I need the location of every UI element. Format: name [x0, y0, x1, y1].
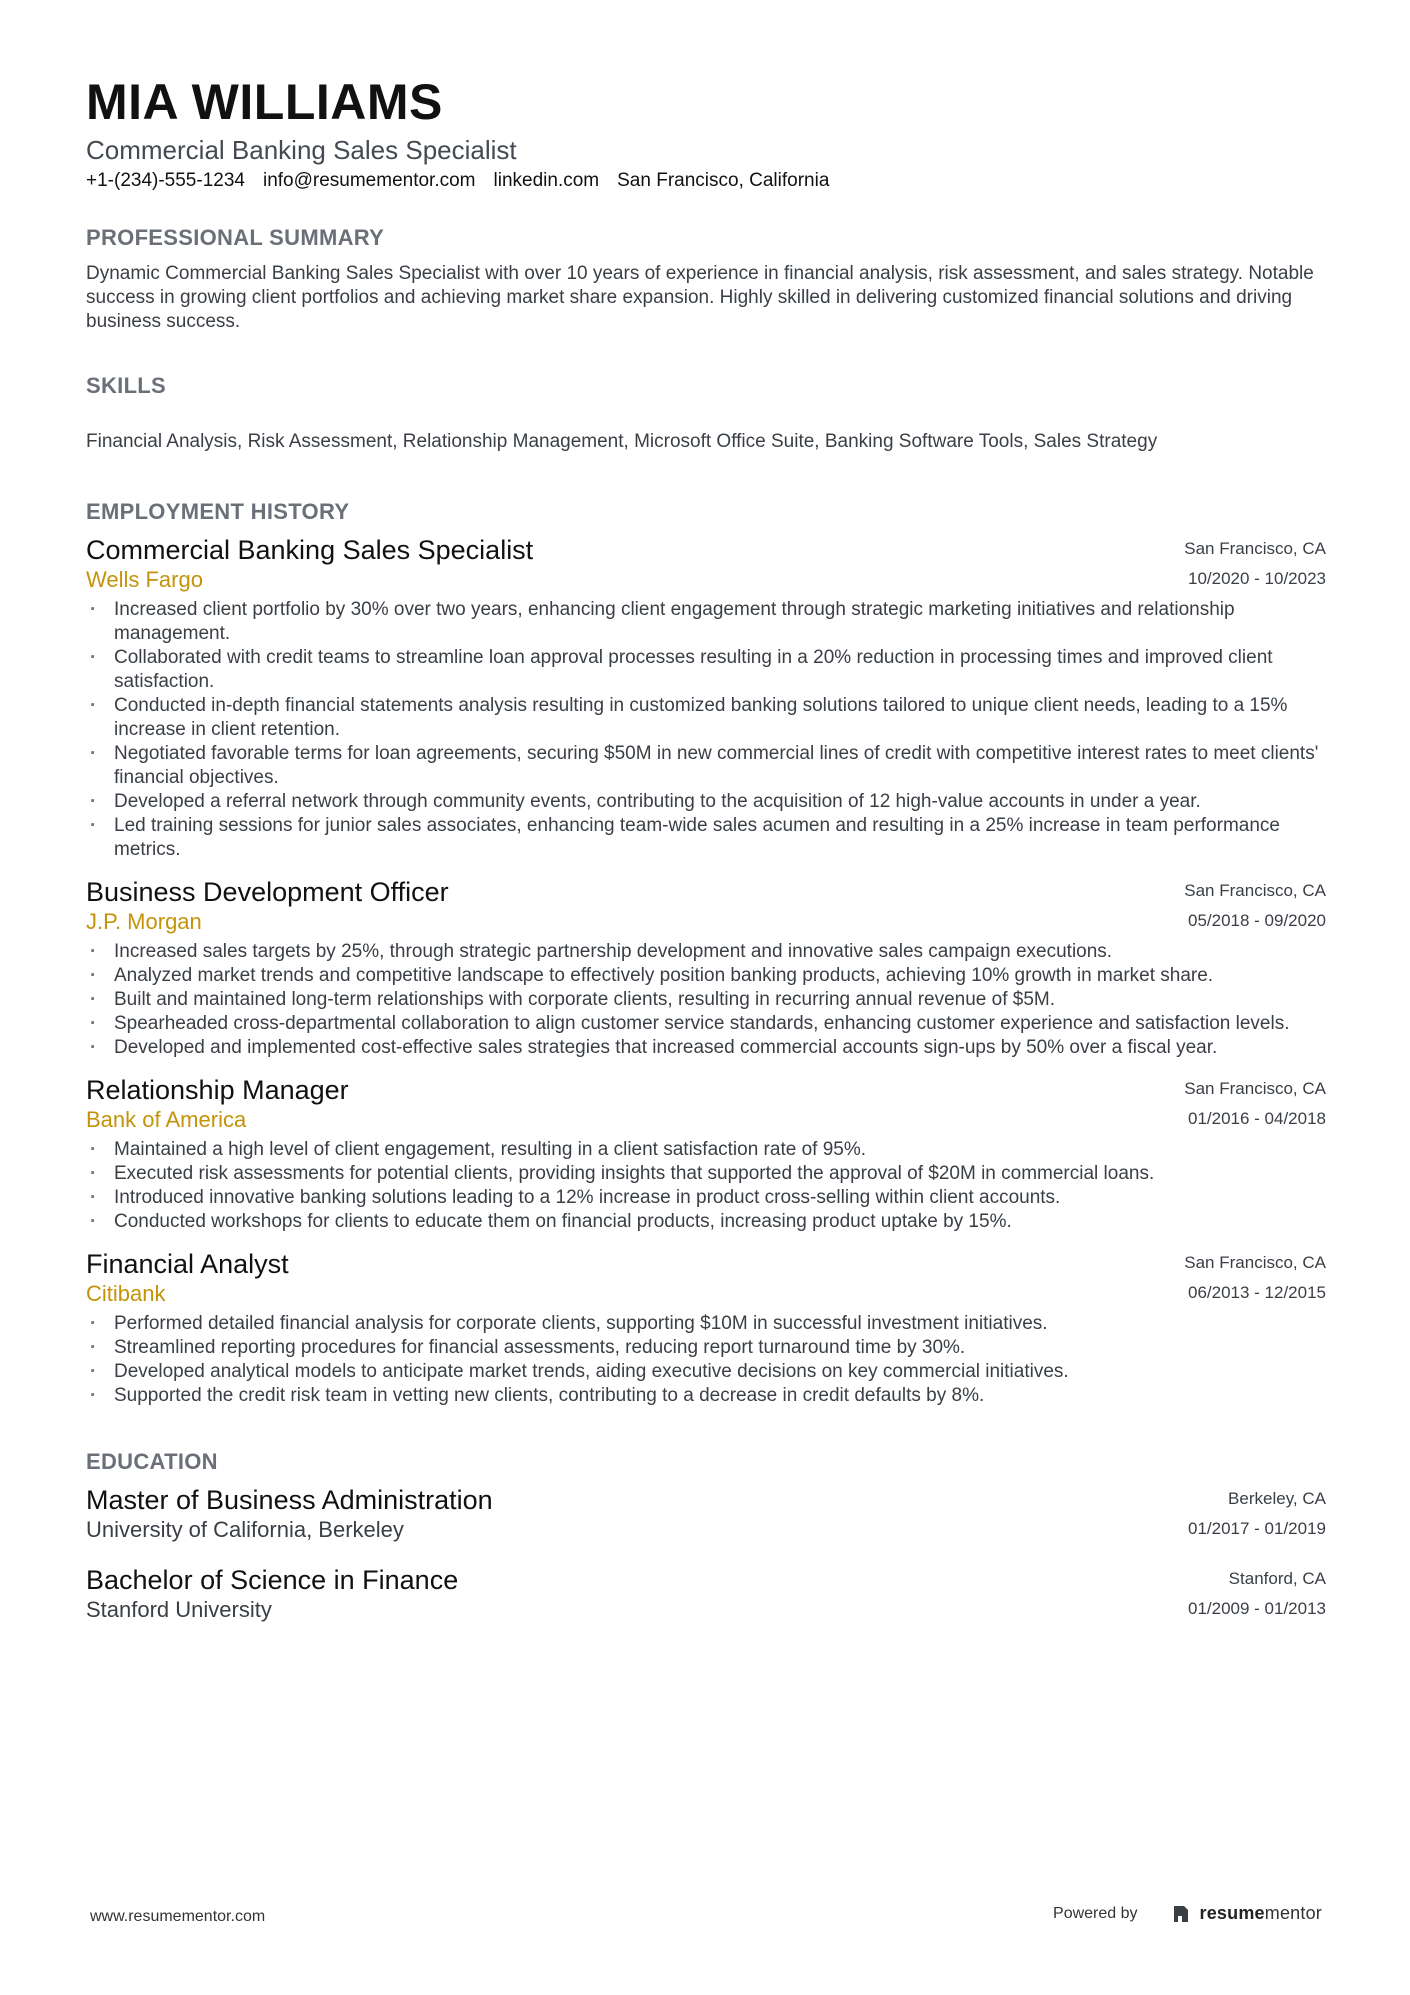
- bullet-item: · Introduced innovative banking solutions leading to a 12% increase in product cross-selling within client accounts.: [86, 1186, 1326, 1210]
- degree-name: Bachelor of Science in Finance: [86, 1565, 459, 1595]
- bullet-item: · Executed risk assessments for potential clients, providing insights that supported the approval of $20M in commercial loans.: [86, 1162, 1326, 1186]
- bullet-item: · Collaborated with credit teams to streamline loan approval processes resulting in a 20% reduction in processing times and improved client satisfaction.: [86, 646, 1326, 694]
- footer-website[interactable]: www.resumementor.com: [90, 1908, 266, 1925]
- job-bullets: [86, 598, 1326, 862]
- job-dates: 06/2013 - 12/2015: [1187, 1283, 1326, 1302]
- job-bullets: [86, 1312, 1326, 1408]
- job-entry: [86, 1074, 1326, 1234]
- bullet-item: · Led training sessions for junior sales associates, enhancing team-wide sales acumen and resulting in a 25% increase in team performance metrics.: [86, 814, 1326, 862]
- contact-email: info@resumementor.com: [262, 170, 476, 191]
- contact-linkedin: linkedin.com: [493, 170, 600, 191]
- candidate-title: Commercial Banking Sales Specialist: [86, 135, 517, 165]
- resumementor-logo-icon: [1172, 1904, 1190, 1924]
- bullet-item: · Maintained a high level of client engagement, resulting in a client satisfaction rate of 95%.: [86, 1138, 1326, 1162]
- summary-section: [86, 224, 1326, 334]
- bullet-item: · Developed analytical models to anticipate market trends, aiding executive decisions on key commercial initiatives.: [86, 1360, 1326, 1384]
- education-entry: [86, 1484, 1326, 1544]
- job-entry: [86, 876, 1326, 1060]
- bullet-item: · Streamlined reporting procedures for financial assessments, reducing report turnaround time by 30%.: [86, 1336, 1326, 1360]
- bullet-item: · Developed a referral network through community events, contributing to the acquisition of 12 high-value accounts in under a year.: [86, 790, 1326, 814]
- bullet-item: · Conducted workshops for clients to educate them on financial products, increasing product uptake by 15%.: [86, 1210, 1326, 1234]
- employment-section: [86, 498, 1326, 1408]
- school-name: University of California, Berkeley: [86, 1517, 404, 1542]
- skills-heading: SKILLS: [86, 373, 167, 398]
- job-bullets: [86, 940, 1326, 1060]
- resume-header: [86, 72, 1326, 194]
- job-dates: 10/2020 - 10/2023: [1187, 569, 1326, 588]
- employment-heading: EMPLOYMENT HISTORY: [86, 499, 350, 524]
- company-name: Bank of America: [86, 1107, 247, 1132]
- education-heading: EDUCATION: [86, 1449, 218, 1474]
- bullet-item: · Developed and implemented cost-effective sales strategies that increased commercial accounts sign-ups by 50% over a fiscal year.: [86, 1036, 1326, 1060]
- education-entry: [86, 1564, 1326, 1624]
- education-location: Berkeley, CA: [1228, 1489, 1326, 1508]
- company-name: J.P. Morgan: [86, 909, 202, 934]
- summary-heading: PROFESSIONAL SUMMARY: [86, 225, 385, 250]
- bullet-item: · Increased sales targets by 25%, through strategic partnership development and innovative sales campaign executions.: [86, 940, 1326, 964]
- contact-location: San Francisco, California: [617, 170, 830, 191]
- education-location: Stanford, CA: [1228, 1569, 1326, 1588]
- job-location: San Francisco, CA: [1184, 539, 1326, 558]
- resume-page: [86, 72, 1326, 1624]
- education-dates: 01/2017 - 01/2019: [1187, 1519, 1326, 1538]
- bullet-item: · Negotiated favorable terms for loan agreements, securing $50M in new commercial lines of credit with competitive interest rates to meet clients' financial objectives.: [86, 742, 1326, 790]
- candidate-name: MIA WILLIAMS: [86, 74, 443, 130]
- job-entry: [86, 534, 1326, 862]
- contact-line: [86, 168, 1326, 194]
- footer-branding: [1053, 1903, 1322, 1924]
- bullet-item: · Increased client portfolio by 30% over two years, enhancing client engagement through strategic marketing initiatives and relationship management.: [86, 598, 1326, 646]
- bullet-item: · Spearheaded cross-departmental collaboration to align customer service standards, enhancing customer experience and satisfaction levels.: [86, 1012, 1326, 1036]
- skills-section: [86, 372, 1326, 454]
- degree-name: Master of Business Administration: [86, 1485, 493, 1515]
- job-location: San Francisco, CA: [1184, 1079, 1326, 1098]
- bullet-item: · Conducted in-depth financial statements analysis resulting in customized banking solutions tailored to unique client needs, leading to a 15% increase in client retention.: [86, 694, 1326, 742]
- job-location: San Francisco, CA: [1184, 881, 1326, 900]
- bullet-item: · Analyzed market trends and competitive landscape to effectively position banking products, achieving 10% growth in market share.: [86, 964, 1326, 988]
- job-dates: 01/2016 - 04/2018: [1187, 1109, 1326, 1128]
- education-dates: 01/2009 - 01/2013: [1187, 1599, 1326, 1618]
- job-entry: [86, 1248, 1326, 1408]
- company-name: Citibank: [86, 1281, 166, 1306]
- job-title: Relationship Manager: [86, 1075, 349, 1105]
- skills-text: Financial Analysis, Risk Assessment, Relationship Management, Microsoft Office Suite, Banking Software Tools, Sales Strategy: [86, 431, 1158, 452]
- contact-phone: +1-(234)-555-1234: [86, 170, 245, 191]
- resumementor-logo: [1200, 1903, 1322, 1924]
- job-title: Financial Analyst: [86, 1249, 289, 1279]
- job-title: Business Development Officer: [86, 877, 449, 907]
- job-bullets: [86, 1138, 1326, 1234]
- school-name: Stanford University: [86, 1597, 272, 1622]
- job-location: San Francisco, CA: [1184, 1253, 1326, 1272]
- logo-bold-text: resume: [1199, 1903, 1265, 1923]
- job-title: Commercial Banking Sales Specialist: [86, 535, 534, 565]
- summary-text: Dynamic Commercial Banking Sales Specialist with over 10 years of experience in financial analysis, risk assessment, and sales strategy. Notable success in growing client portfolios and achieving market share expansion. Highly skilled in delivering customized financial solutions and driving business success.: [86, 263, 1314, 332]
- bullet-item: · Supported the credit risk team in vetting new clients, contributing to a decrease in credit defaults by 8%.: [86, 1384, 1326, 1408]
- job-dates: 05/2018 - 09/2020: [1187, 911, 1326, 930]
- education-section: [86, 1448, 1326, 1624]
- bullet-item: · Performed detailed financial analysis for corporate clients, supporting $10M in successful investment initiatives.: [86, 1312, 1326, 1336]
- logo-light-text: mentor: [1264, 1903, 1322, 1923]
- powered-by-label: Powered by: [1053, 1904, 1138, 1922]
- company-name: Wells Fargo: [86, 567, 203, 592]
- bullet-item: · Built and maintained long-term relationships with corporate clients, resulting in recurring annual revenue of $5M.: [86, 988, 1326, 1012]
